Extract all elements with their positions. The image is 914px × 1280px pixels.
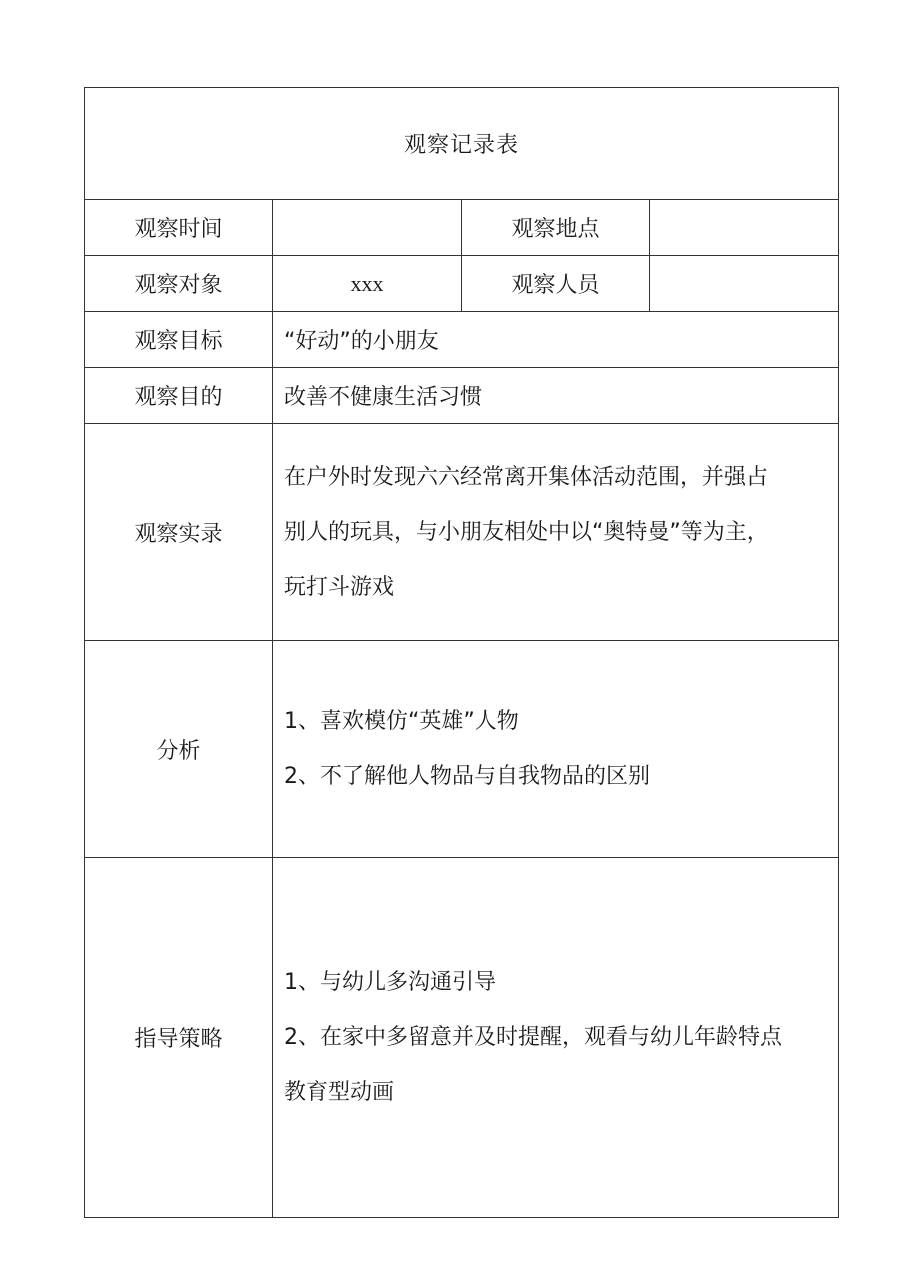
observation-record-table — [84, 87, 839, 1218]
record-content — [273, 424, 839, 641]
location-value — [650, 200, 839, 256]
target-row — [85, 312, 839, 368]
strategy-content — [273, 858, 839, 1218]
strategy-label: 指导策略 — [85, 858, 273, 1218]
strategy-line: 2、在家中多留意并及时提醒，观看与幼儿年龄特点 — [284, 1025, 782, 1050]
analysis-row — [85, 641, 839, 858]
subject-value: xxx — [273, 256, 462, 312]
analysis-content — [273, 641, 839, 858]
observer-label: 观察人员 — [462, 256, 650, 312]
record-line: 别人的玩具，与小朋友相处中以“奥特曼”等为主， — [284, 519, 769, 545]
time-value — [273, 200, 462, 256]
purpose-value: 改善不健康生活习惯 — [273, 368, 839, 424]
target-label: 观察目标 — [85, 312, 273, 368]
purpose-row — [85, 368, 839, 424]
analysis-label: 分析 — [85, 641, 273, 858]
time-label: 观察时间 — [85, 200, 273, 256]
record-label: 观察实录 — [85, 424, 273, 641]
time-location-row — [85, 200, 839, 256]
strategy-line: 教育型动画 — [284, 1080, 395, 1105]
record-line: 玩打斗游戏 — [284, 574, 395, 600]
analysis-line: 1、喜欢模仿“英雄”人物 — [284, 709, 519, 734]
strategy-row — [85, 858, 839, 1218]
observer-value — [650, 256, 839, 312]
target-value: “好动”的小朋友 — [273, 312, 839, 368]
title-row — [85, 88, 839, 200]
analysis-line: 2、不了解他人物品与自我物品的区别 — [284, 764, 650, 789]
record-line: 在户外时发现六六经常离开集体活动范围，并强占 — [284, 464, 769, 490]
strategy-line: 1、与幼儿多沟通引导 — [284, 970, 496, 995]
table-title: 观察记录表 — [85, 88, 839, 200]
location-label: 观察地点 — [462, 200, 650, 256]
subject-observer-row — [85, 256, 839, 312]
subject-label: 观察对象 — [85, 256, 273, 312]
record-row — [85, 424, 839, 641]
purpose-label: 观察目的 — [85, 368, 273, 424]
